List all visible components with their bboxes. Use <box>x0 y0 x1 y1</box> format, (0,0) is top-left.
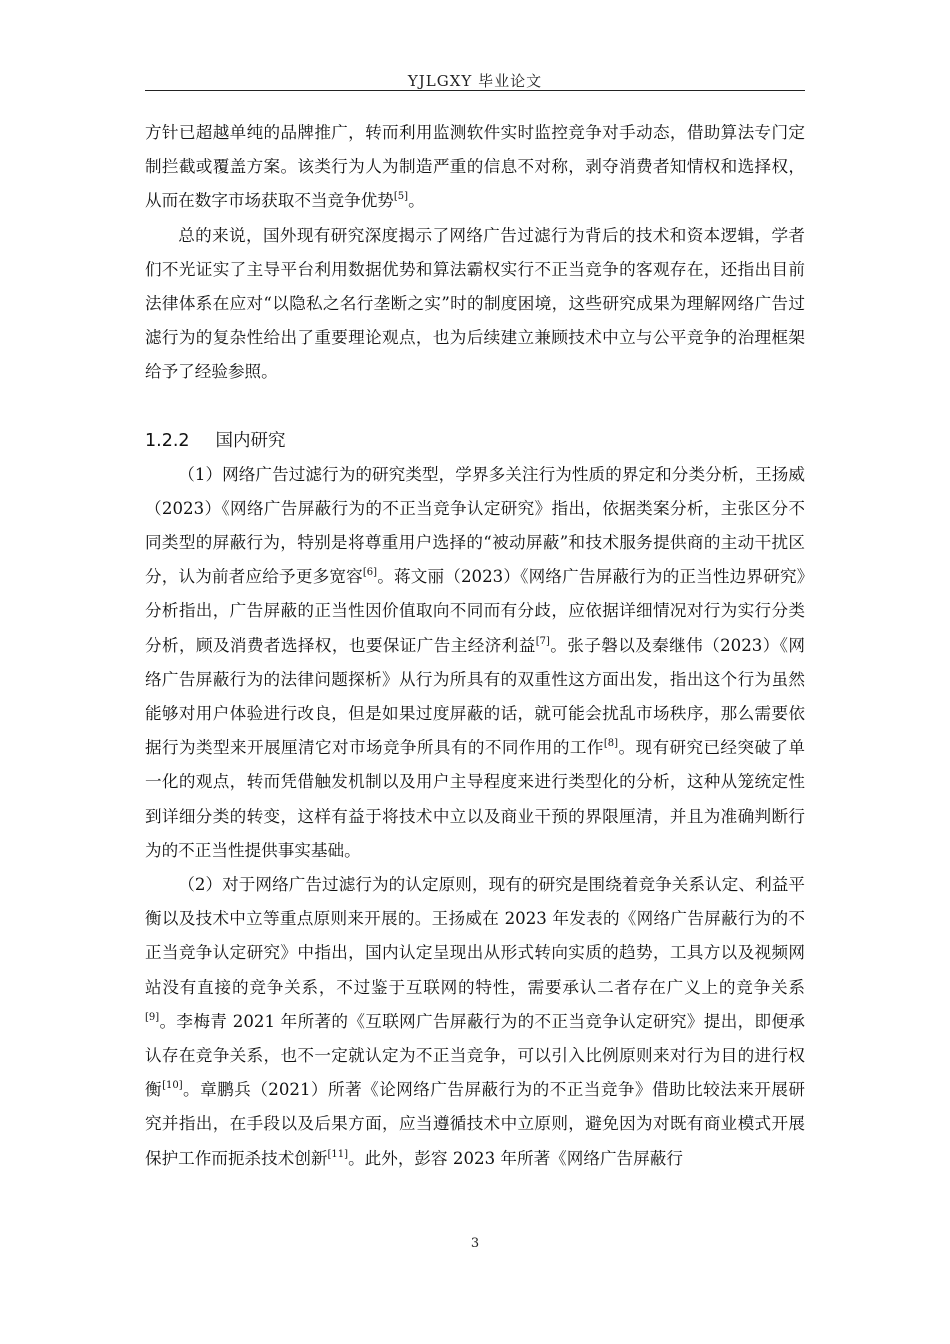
citation: [8] <box>603 738 619 750</box>
page-number: 3 <box>470 1236 480 1251</box>
paragraph-research-types: （1）网络广告过滤行为的研究类型，学界多关注行为性质的界定和分类分析，王扬威（2023）《网络广告屏蔽行为的不正当竞争认定研究》指出，依据类案分析，主张区分不同类型的屏蔽行为，特别是将尊重用户选择的“被动屏蔽”和技术服务提供商的主动干扰区分，认为前者应给予更多宽容[6]。蒋文丽（2023）《网络广告屏蔽行为的正当性边界研究》分析指出，广告屏蔽的正当性因价值取向不同而有分歧，应依据详细情况对行为实行分类分析，顾及消费者选择权，也要保证广告主经济利益[7]。张子磐以及秦继伟（2023）《网络广告屏蔽行为的法律问题探析》从行为所具有的双重性这方面出发，指出这个行为虽然能够对用户体验进行改良，但是如果过度屏蔽的话，就可能会扰乱市场秩序，那么需要依据行为类型来开展厘清它对市场竞争所具有的不同作用的工作[8]。现有研究已经突破了单一化的观点，转而凭借触发机制以及用户主导程度来进行类型化的分析，这种从笼统定性到详细分类的转变，这样有益于将技术中立以及商业干预的界限厘清，并且为准确判断行为的不正当性提供事实基础。 <box>145 464 806 860</box>
citation: [11] <box>327 1148 349 1160</box>
paragraph-summary: 总的来说，国外现有研究深度揭示了网络广告过滤行为背后的技术和资本逻辑，学者们不光证实了主导平台利用数据优势和算法霸权实行不正当竞争的客观存在，还指出目前法律体系在应对“以隐私之名行垄断之实”时的制度困境，这些研究成果为理解网络广告过滤行为的复杂性给出了重要理论观点，也为后续建立兼顾技术中立与公平竞争的治理框架给予了经验参照。 <box>145 225 805 382</box>
section-number: 1.2.2 <box>145 430 190 451</box>
running-header: YJLGXY 毕业论文 <box>407 72 543 90</box>
section-heading <box>145 424 805 458</box>
citation: [9] <box>145 1011 160 1023</box>
citation: [6] <box>362 567 378 579</box>
body-text <box>145 116 805 1176</box>
section-spacer <box>145 390 805 424</box>
paragraph-principles: （2）对于网络广告过滤行为的认定原则，现有的研究是围绕着竞争关系认定、利益平衡以及技术中立等重点原则来开展的。王扬威在 2023 年发表的《网络广告屏蔽行为的不正当竞争认定研究》中指出，国内认定呈现出从形式转向实质的趋势，工具方以及视频网站没有直接的竞争关系，不过鉴于互联网的特性，需要承认二者存在广义上的竞争关系[9]。李梅青 2021 年所著的《互联网广告屏蔽行为的不正当竞争认定研究》提出，即便承认存在竞争关系，也不一定就认定为不正当竞争，可以引入比例原则来对行为目的进行权衡[10]。章鹏兵（2021）所著《论网络广告屏蔽行为的不正当竞争》借助比较法来开展研究并指出，在手段以及后果方面，应当遵循技术中立原则，避免因为对既有商业模式开展保护工作而扼杀技术创新[11]。此外，彭容 2023 年所著《网络广告屏蔽行 <box>145 875 806 1168</box>
citation: [5] <box>393 191 409 203</box>
paragraph-continued: 方针已超越单纯的品牌推广，转而利用监测软件实时监控竞争对手动态，借助算法专门定制拦截或覆盖方案。该类行为人为制造严重的信息不对称，剥夺消费者知情权和选择权，从而在数字市场获取不当竞争优势[5]。 <box>145 123 805 211</box>
citation: [7] <box>535 635 550 647</box>
section-title: 国内研究 <box>215 430 286 451</box>
header-rule <box>145 90 805 91</box>
citation: [10] <box>162 1080 183 1092</box>
